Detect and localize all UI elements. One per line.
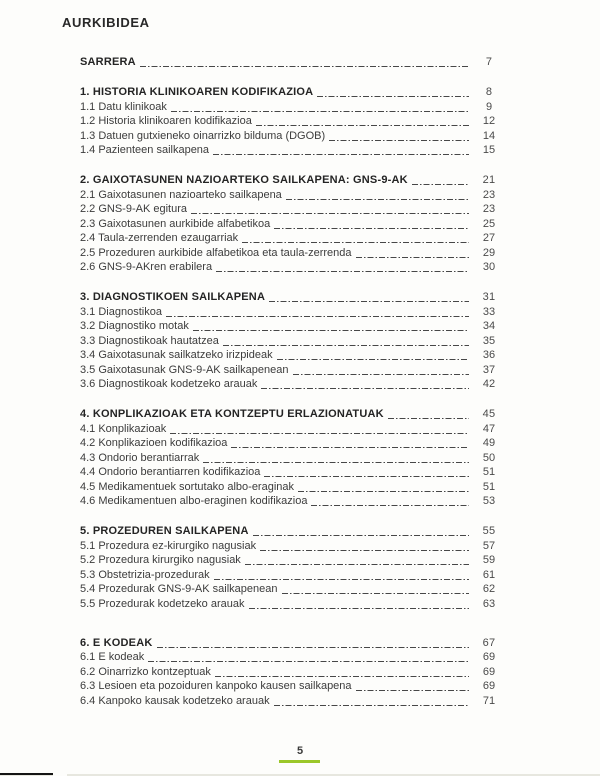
toc-entry-page: 35	[482, 334, 496, 347]
toc-entry-label: 3.5 Gaixotasunak GNS-9-AK sailkapenean	[80, 363, 289, 376]
toc-entry-page: 15	[482, 144, 496, 156]
toc-entry-page: 31	[482, 291, 496, 303]
dot-leader	[253, 533, 469, 537]
toc-entry-page: 12	[482, 115, 496, 127]
toc-entry-page: 45	[482, 408, 496, 420]
dot-leader	[215, 673, 469, 677]
toc-entry	[80, 422, 506, 437]
dot-leader	[256, 123, 469, 127]
toc-heading-label: 3. DIAGNOSTIKOEN SAILKAPENA	[80, 291, 266, 303]
toc-entry-page: 9	[485, 100, 493, 113]
toc-entry	[80, 436, 506, 451]
dot-leader	[286, 196, 469, 200]
toc-entry-label: 3.3 Diagnostikoak hautatzea	[80, 334, 219, 347]
toc-entry-label: 2.3 Gaixotasunen aurkibide alfabetikoa	[80, 217, 271, 230]
toc-section-heading	[80, 407, 506, 422]
dot-leader	[264, 474, 469, 478]
table-of-contents	[80, 55, 506, 708]
toc-entry-page: 50	[482, 451, 496, 464]
toc-section-5	[80, 524, 506, 611]
toc-entry-label: 4.2 Konplikazioen kodifikazioa	[80, 437, 228, 449]
toc-entry	[80, 217, 506, 232]
toc-entry	[80, 539, 506, 554]
toc-entry-label: SARRERA	[80, 56, 136, 68]
scan-edge-dark	[0, 773, 53, 775]
page-title: AURKIBIDEA	[62, 15, 150, 30]
toc-entry-page: 42	[482, 378, 496, 390]
toc-intro-entry	[80, 55, 506, 70]
toc-entry	[80, 494, 506, 509]
dot-leader	[260, 547, 469, 551]
toc-entry	[80, 694, 506, 709]
toc-entry-page: 69	[482, 651, 496, 663]
toc-entry-page: 23	[482, 203, 496, 215]
toc-entry-label: 3.2 Diagnostiko motak	[80, 320, 189, 332]
dot-leader	[166, 313, 469, 317]
toc-entry	[80, 202, 506, 217]
toc-entry	[80, 465, 506, 480]
toc-section-6	[80, 636, 506, 709]
toc-entry	[80, 231, 506, 246]
toc-entry	[80, 568, 506, 583]
toc-entry-label: 2.4 Taula-zerrenden ezaugarriak	[80, 232, 239, 244]
dot-leader	[148, 659, 469, 663]
toc-section-2	[80, 173, 506, 275]
toc-section-heading	[80, 173, 506, 188]
toc-entry-page: 67	[482, 636, 496, 649]
toc-heading-label: 6. E KODEAK	[80, 636, 153, 649]
toc-entry-label: 3.4 Gaixotasunak sailkatzeko irizpideak	[80, 349, 273, 361]
page-number-underline	[279, 760, 320, 763]
toc-entry-label: 1.3 Datuen gutxieneko oinarrizko bilduma (DGOB)	[80, 129, 326, 142]
dot-leader	[311, 503, 469, 507]
dot-leader	[298, 488, 469, 492]
toc-entry	[80, 348, 506, 363]
dot-leader	[356, 254, 469, 258]
toc-section-4	[80, 407, 506, 509]
toc-section-heading	[80, 636, 506, 651]
dot-leader	[213, 152, 469, 156]
toc-entry	[80, 582, 506, 597]
toc-entry-label: 5.1 Prozedura ez-kirurgiko nagusiak	[80, 539, 257, 552]
toc-entry-page: 29	[482, 246, 496, 259]
dot-leader	[356, 688, 469, 692]
toc-entry-page: 57	[482, 539, 496, 552]
toc-entry-label: 1.1 Datu klinikoak	[80, 100, 167, 113]
dot-leader	[388, 416, 469, 420]
toc-entry-page: 62	[482, 583, 496, 595]
dot-leader	[170, 430, 469, 434]
toc-section-heading	[80, 85, 506, 100]
toc-entry-label: 5.2 Prozedura kirurgiko nagusiak	[80, 554, 241, 566]
dot-leader	[261, 386, 469, 390]
toc-entry-page: 69	[482, 665, 496, 678]
dot-leader	[140, 64, 469, 68]
dot-leader	[282, 591, 470, 595]
dot-leader	[203, 459, 469, 463]
toc-entry	[80, 143, 506, 158]
toc-entry	[80, 363, 506, 378]
toc-heading-label: 2. GAIXOTASUNEN NAZIOARTEKO SAILKAPENA: GNS-9-AK	[80, 174, 408, 186]
toc-entry-page: 49	[482, 437, 496, 449]
toc-entry-label: 4.6 Medikamentuen albo-eraginen kodifikazioa	[80, 495, 308, 507]
toc-section-heading	[80, 524, 506, 539]
toc-entry-label: 6.2 Oinarrizko kontzeptuak	[80, 665, 211, 678]
toc-entry	[80, 129, 506, 144]
toc-entry	[80, 334, 506, 349]
dot-leader	[231, 445, 469, 449]
toc-entry	[80, 305, 506, 320]
toc-entry-page: 63	[482, 597, 496, 610]
toc-entry	[80, 650, 506, 665]
toc-heading-label: 1. HISTORIA KLINIKOAREN KODIFIKAZIOA	[80, 86, 314, 98]
toc-entry-page: 37	[482, 363, 496, 376]
dot-leader	[249, 605, 470, 609]
dot-leader	[171, 108, 469, 112]
dot-leader	[157, 644, 470, 648]
dot-leader	[293, 371, 469, 375]
toc-entry	[80, 597, 506, 612]
dot-leader	[214, 576, 469, 580]
toc-entry-page: 25	[482, 217, 496, 230]
dot-leader	[191, 211, 469, 215]
toc-entry-label: 2.2 GNS-9-AK egitura	[80, 203, 187, 215]
toc-entry-page: 23	[482, 188, 496, 201]
toc-entry-label: 1.4 Pazienteen sailkapena	[80, 144, 210, 156]
toc-entry-page: 7	[485, 56, 493, 68]
dot-leader	[193, 328, 469, 332]
toc-entry	[80, 100, 506, 115]
toc-section-1	[80, 85, 506, 158]
toc-entry-label: 4.1 Konplikazioak	[80, 422, 167, 435]
toc-section-3	[80, 290, 506, 392]
dot-leader	[216, 269, 469, 273]
toc-entry-label: 4.4 Ondorio berantiarren kodifikazioa	[80, 466, 261, 478]
toc-entry	[80, 319, 506, 334]
dot-leader	[277, 357, 469, 361]
toc-entry-page: 55	[482, 525, 496, 537]
toc-entry-page: 47	[482, 422, 496, 435]
toc-entry-page: 51	[482, 466, 496, 478]
toc-entry-label: 3.1 Diagnostikoa	[80, 305, 162, 318]
toc-heading-label: 4. KONPLIKAZIOAK ETA KONTZEPTU ERLAZIONATUAK	[80, 408, 384, 420]
toc-entry	[80, 188, 506, 203]
toc-entry-label: 3.6 Diagnostikoak kodetzeko arauak	[80, 378, 258, 390]
toc-entry-page: 8	[485, 86, 493, 98]
toc-entry	[80, 451, 506, 466]
toc-entry	[80, 377, 506, 392]
toc-entry	[80, 665, 506, 680]
toc-entry	[80, 679, 506, 694]
toc-entry	[80, 260, 506, 275]
footer-page-number: 5	[296, 745, 304, 757]
toc-entry-label: 4.3 Ondorio berantiarrak	[80, 451, 200, 464]
toc-entry-page: 53	[482, 495, 496, 507]
dot-leader	[269, 299, 469, 303]
dot-leader	[329, 137, 469, 141]
toc-entry-label: 6.3 Lesioen eta pozoiduren kanpoko kausen sailkapena	[80, 680, 352, 692]
toc-entry-label: 6.4 Kanpoko kausak kodetzeko arauak	[80, 694, 270, 707]
toc-entry-page: 36	[482, 349, 496, 361]
dot-leader	[317, 94, 469, 98]
toc-entry-page: 59	[482, 554, 496, 566]
toc-entry-page: 71	[482, 694, 496, 707]
toc-section-heading	[80, 290, 506, 305]
toc-entry-label: 5.4 Prozedurak GNS-9-AK sailkapenean	[80, 583, 278, 595]
toc-entry-label: 5.3 Obstetrizia-prozedurak	[80, 568, 210, 581]
toc-entry-page: 34	[482, 320, 496, 332]
toc-entry-label: 4.5 Medikamentuek sortutako albo-eraginak	[80, 480, 295, 493]
dot-leader	[274, 225, 469, 229]
toc-entry-label: 2.1 Gaixotasunen nazioarteko sailkapena	[80, 188, 282, 201]
toc-entry-page: 69	[482, 680, 496, 692]
toc-entry-label: 1.2 Historia klinikoaren kodifikazioa	[80, 115, 252, 127]
toc-entry-page: 33	[482, 305, 496, 318]
toc-heading-label: 5. PROZEDUREN SAILKAPENA	[80, 525, 249, 537]
toc-entry-label: 5.5 Prozedurak kodetzeko arauak	[80, 597, 245, 610]
toc-entry-page: 30	[482, 261, 496, 273]
toc-entry	[80, 553, 506, 568]
toc-entry-label: 2.6 GNS-9-AKren erabilera	[80, 261, 213, 273]
toc-entry-label: 6.1 E kodeak	[80, 651, 145, 663]
dot-leader	[274, 702, 469, 706]
dot-leader	[223, 342, 469, 346]
toc-entry	[80, 480, 506, 495]
toc-entry-label: 2.5 Prozeduren aurkibide alfabetikoa eta taula-zerrenda	[80, 246, 352, 259]
toc-entry-page: 61	[482, 568, 496, 581]
toc-entry-page: 51	[482, 480, 496, 493]
toc-entry-page: 27	[482, 232, 496, 244]
dot-leader	[245, 562, 469, 566]
toc-entry-page: 21	[482, 174, 496, 186]
toc-entry	[80, 246, 506, 261]
dot-leader	[242, 240, 469, 244]
dot-leader	[412, 182, 469, 186]
toc-entry-page: 14	[482, 129, 496, 142]
toc-entry	[80, 114, 506, 129]
